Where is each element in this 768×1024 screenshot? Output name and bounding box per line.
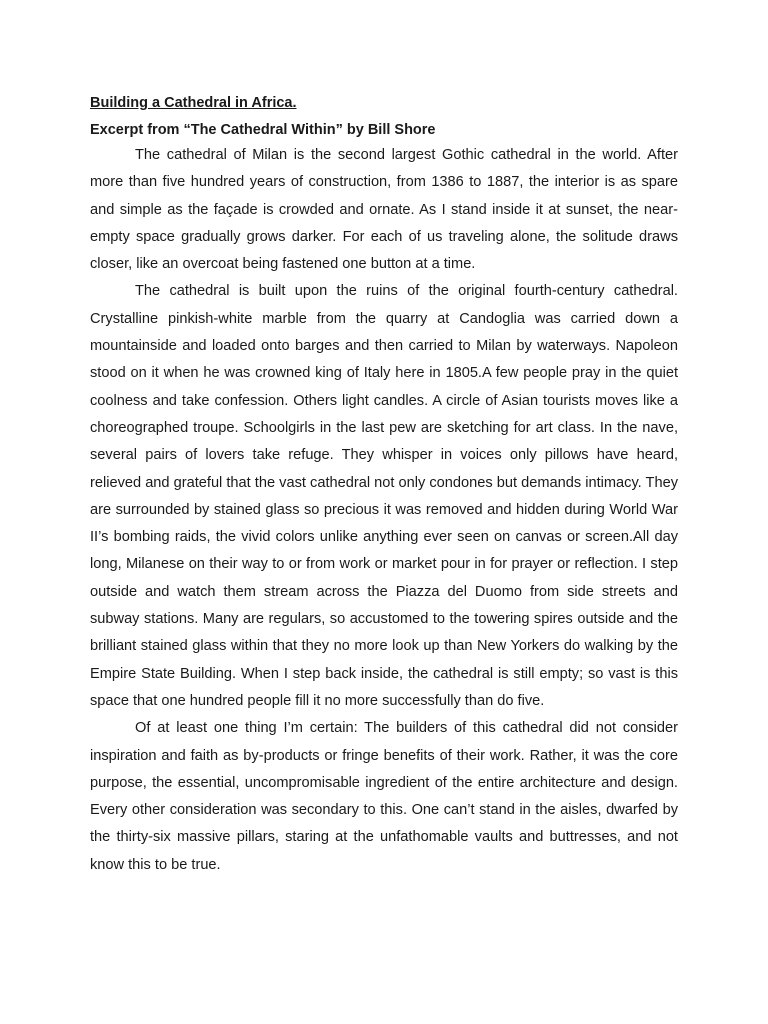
paragraph-3: Of at least one thing I’m certain: The builders of this cathedral did not consider inspiration and faith as by-products or fringe benefits of their work. Rather, it was the core purpose, the essential, uncompromisable ingredient of the entire architecture and design. Every other consideration was secondary to this. One can’t stand in the aisles, dwarfed by the thirty-six massive pillars, staring at the unfathomable vaults and buttresses, and not know this to be true. — [90, 720, 678, 873]
paragraph-2: The cathedral is built upon the ruins of the original fourth-century cathedral. Crystalline pinkish-white marble from the quarry at Candoglia was carried down a mountainside and loaded onto barges and then carried to Milan by waterways. Napoleon stood on it when he was crowned king of Italy here in 1805.A few people pray in the quiet coolness and take confession. Others light candles. A circle of Asian tourists moves like a choreographed troupe. Schoolgirls in the last pew are sketching for art class. In the nave, several pairs of lovers take refuge. They whisper in voices only pillows have heard, relieved and grateful that the vast cathedral not only condones but demands intimacy. They are surrounded by stained glass so precious it was removed and hidden during World War II’s bombing raids, the vivid colors unlike anything ever seen on canvas or screen.All day long, Milanese on their way to or from work or market pour in for prayer or reflection. I step outside and watch them stream across the Piazza del Duomo from side streets and subway stations. Many are regulars, so accustomed to the towering spires outside and the brilliant stained glass within that they no more look up than New Yorkers do walking by the Empire State Building. When I step back inside, the cathedral is still empty; so vast is this space that one hundred people fill it no more successfully than do five. — [90, 283, 678, 709]
document-title: Building a Cathedral in Africa. — [90, 95, 297, 111]
document-page — [90, 91, 678, 879]
paragraph-1: The cathedral of Milan is the second largest Gothic cathedral in the world. After more than five hundred years of construction, from 1386 to 1887, the interior is as spare and simple as the façade is crowded and ornate. As I stand inside it at sunset, the near-empty space gradually grows darker. For each of us traveling alone, the solitude draws closer, like an overcoat being fastened one button at a time. — [90, 147, 678, 273]
document-subtitle: Excerpt from “The Cathedral Within” by Bill Shore — [90, 122, 436, 138]
